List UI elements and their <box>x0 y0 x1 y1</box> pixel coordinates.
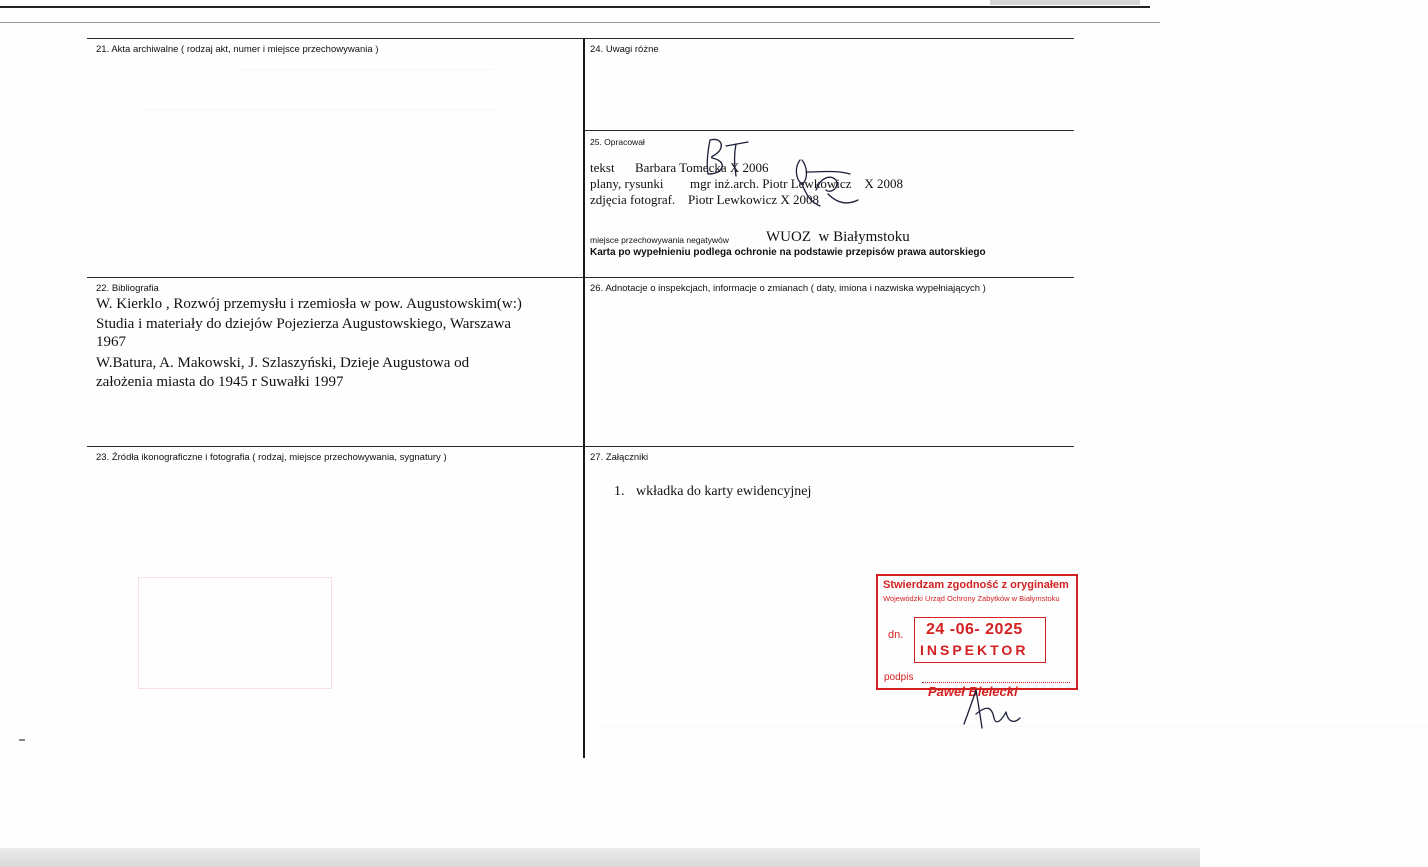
top-page-remnant <box>990 0 1140 5</box>
bibliography-line-2: Studia i materiały do dziejów Pojezierza Augustowskiego, Warszawa <box>96 316 512 332</box>
author-photos-label: zdjęcia fotograf. <box>590 192 676 207</box>
inspector-signature <box>958 684 1028 734</box>
row-divider-bottom <box>87 446 1074 447</box>
stamp-line-2: Wojewódzki Urząd Ochrony Zabytków w Białymstoku <box>883 594 1060 603</box>
bottom-scan-shadow <box>0 848 1200 867</box>
stamp-signer-name: Paweł Bielecki <box>928 684 1018 699</box>
stamp-line-1: Stwierdzam zgodność z oryginałem <box>883 579 1069 591</box>
author-text-value: Barbara Tomecka X 2006 <box>635 160 769 175</box>
storage-label: miejsce przechowywania negatywów <box>590 235 729 245</box>
bibliography-line-4: W.Batura, A. Makowski, J. Szlaszyński, Dzieje Augustowa od <box>96 355 470 371</box>
stamp-sign-label: podpis <box>884 672 914 683</box>
stamp-sign-dots <box>922 682 1070 683</box>
copyright-note: Karta po wypełnieniu podlega ochronie na podstawie przepisów prawa autorskiego <box>590 247 986 258</box>
row-divider-top <box>87 38 1074 39</box>
stamp-role: INSPEKTOR <box>920 642 1029 658</box>
section-26-title: 26. Adnotacje o inspekcjach, informacje o zmianach ( daty, imiona i nazwiska wypełniających ) <box>590 283 986 294</box>
row-divider-middle <box>87 277 1074 278</box>
mirrored-stamp-bleed <box>138 577 332 689</box>
top-border-line <box>0 6 1150 8</box>
author-signature <box>786 150 866 220</box>
certification-stamp <box>876 574 1078 690</box>
section-23-title: 23. Źródła ikonograficzne i fotografia ( rodzaj, miejsce przechowywania, sygnatury ) <box>96 452 447 463</box>
section-24-title: 24. Uwagi różne <box>590 44 659 55</box>
top-secondary-line <box>0 22 1160 23</box>
row-divider-24-25 <box>584 130 1074 131</box>
section-27-title: 27. Załączniki <box>590 452 649 463</box>
column-divider <box>583 38 585 758</box>
author-plans-value: mgr inż.arch. Piotr Lewkowicz X 2008 <box>690 176 904 191</box>
margin-mark <box>19 739 25 741</box>
bibliography-line-1: W. Kierklo , Rozwój przemysłu i rzemiosła w pow. Augustowskim(w:) <box>96 296 522 312</box>
author-plans-label: plany, rysunki <box>590 176 664 191</box>
bibliography-line-5: założenia miasta do 1945 r Suwałki 1997 <box>96 374 344 390</box>
attachment-item-text: wkładka do karty ewidencyjnej <box>636 484 812 499</box>
initials-signature <box>700 132 760 182</box>
stamp-date: 24 -06- 2025 <box>926 621 1023 638</box>
author-text-label: tekst <box>590 160 615 175</box>
bleed-through-text: ________________________________________________ <box>240 60 495 70</box>
bleed-through-text: ____________________________________________________________________ <box>140 100 501 110</box>
storage-value: WUOZ w Białymstoku <box>766 229 910 245</box>
section-21-title: 21. Akta archiwalne ( rodzaj akt, numer i miejsce przechowywania ) <box>96 44 379 55</box>
bibliography-line-3: 1967 <box>96 334 126 350</box>
section-25-title: 25. Opracował <box>590 137 645 147</box>
stamp-date-label: dn. <box>888 629 904 641</box>
author-photos-value: Piotr Lewkowicz X 2008 <box>688 192 820 207</box>
attachment-item-number: 1. <box>614 484 625 499</box>
section-22-title: 22. Bibliografia <box>96 283 159 294</box>
bleed-through-text: ____________________________________________________________________________________________________________________________________________________________ <box>600 717 1428 727</box>
